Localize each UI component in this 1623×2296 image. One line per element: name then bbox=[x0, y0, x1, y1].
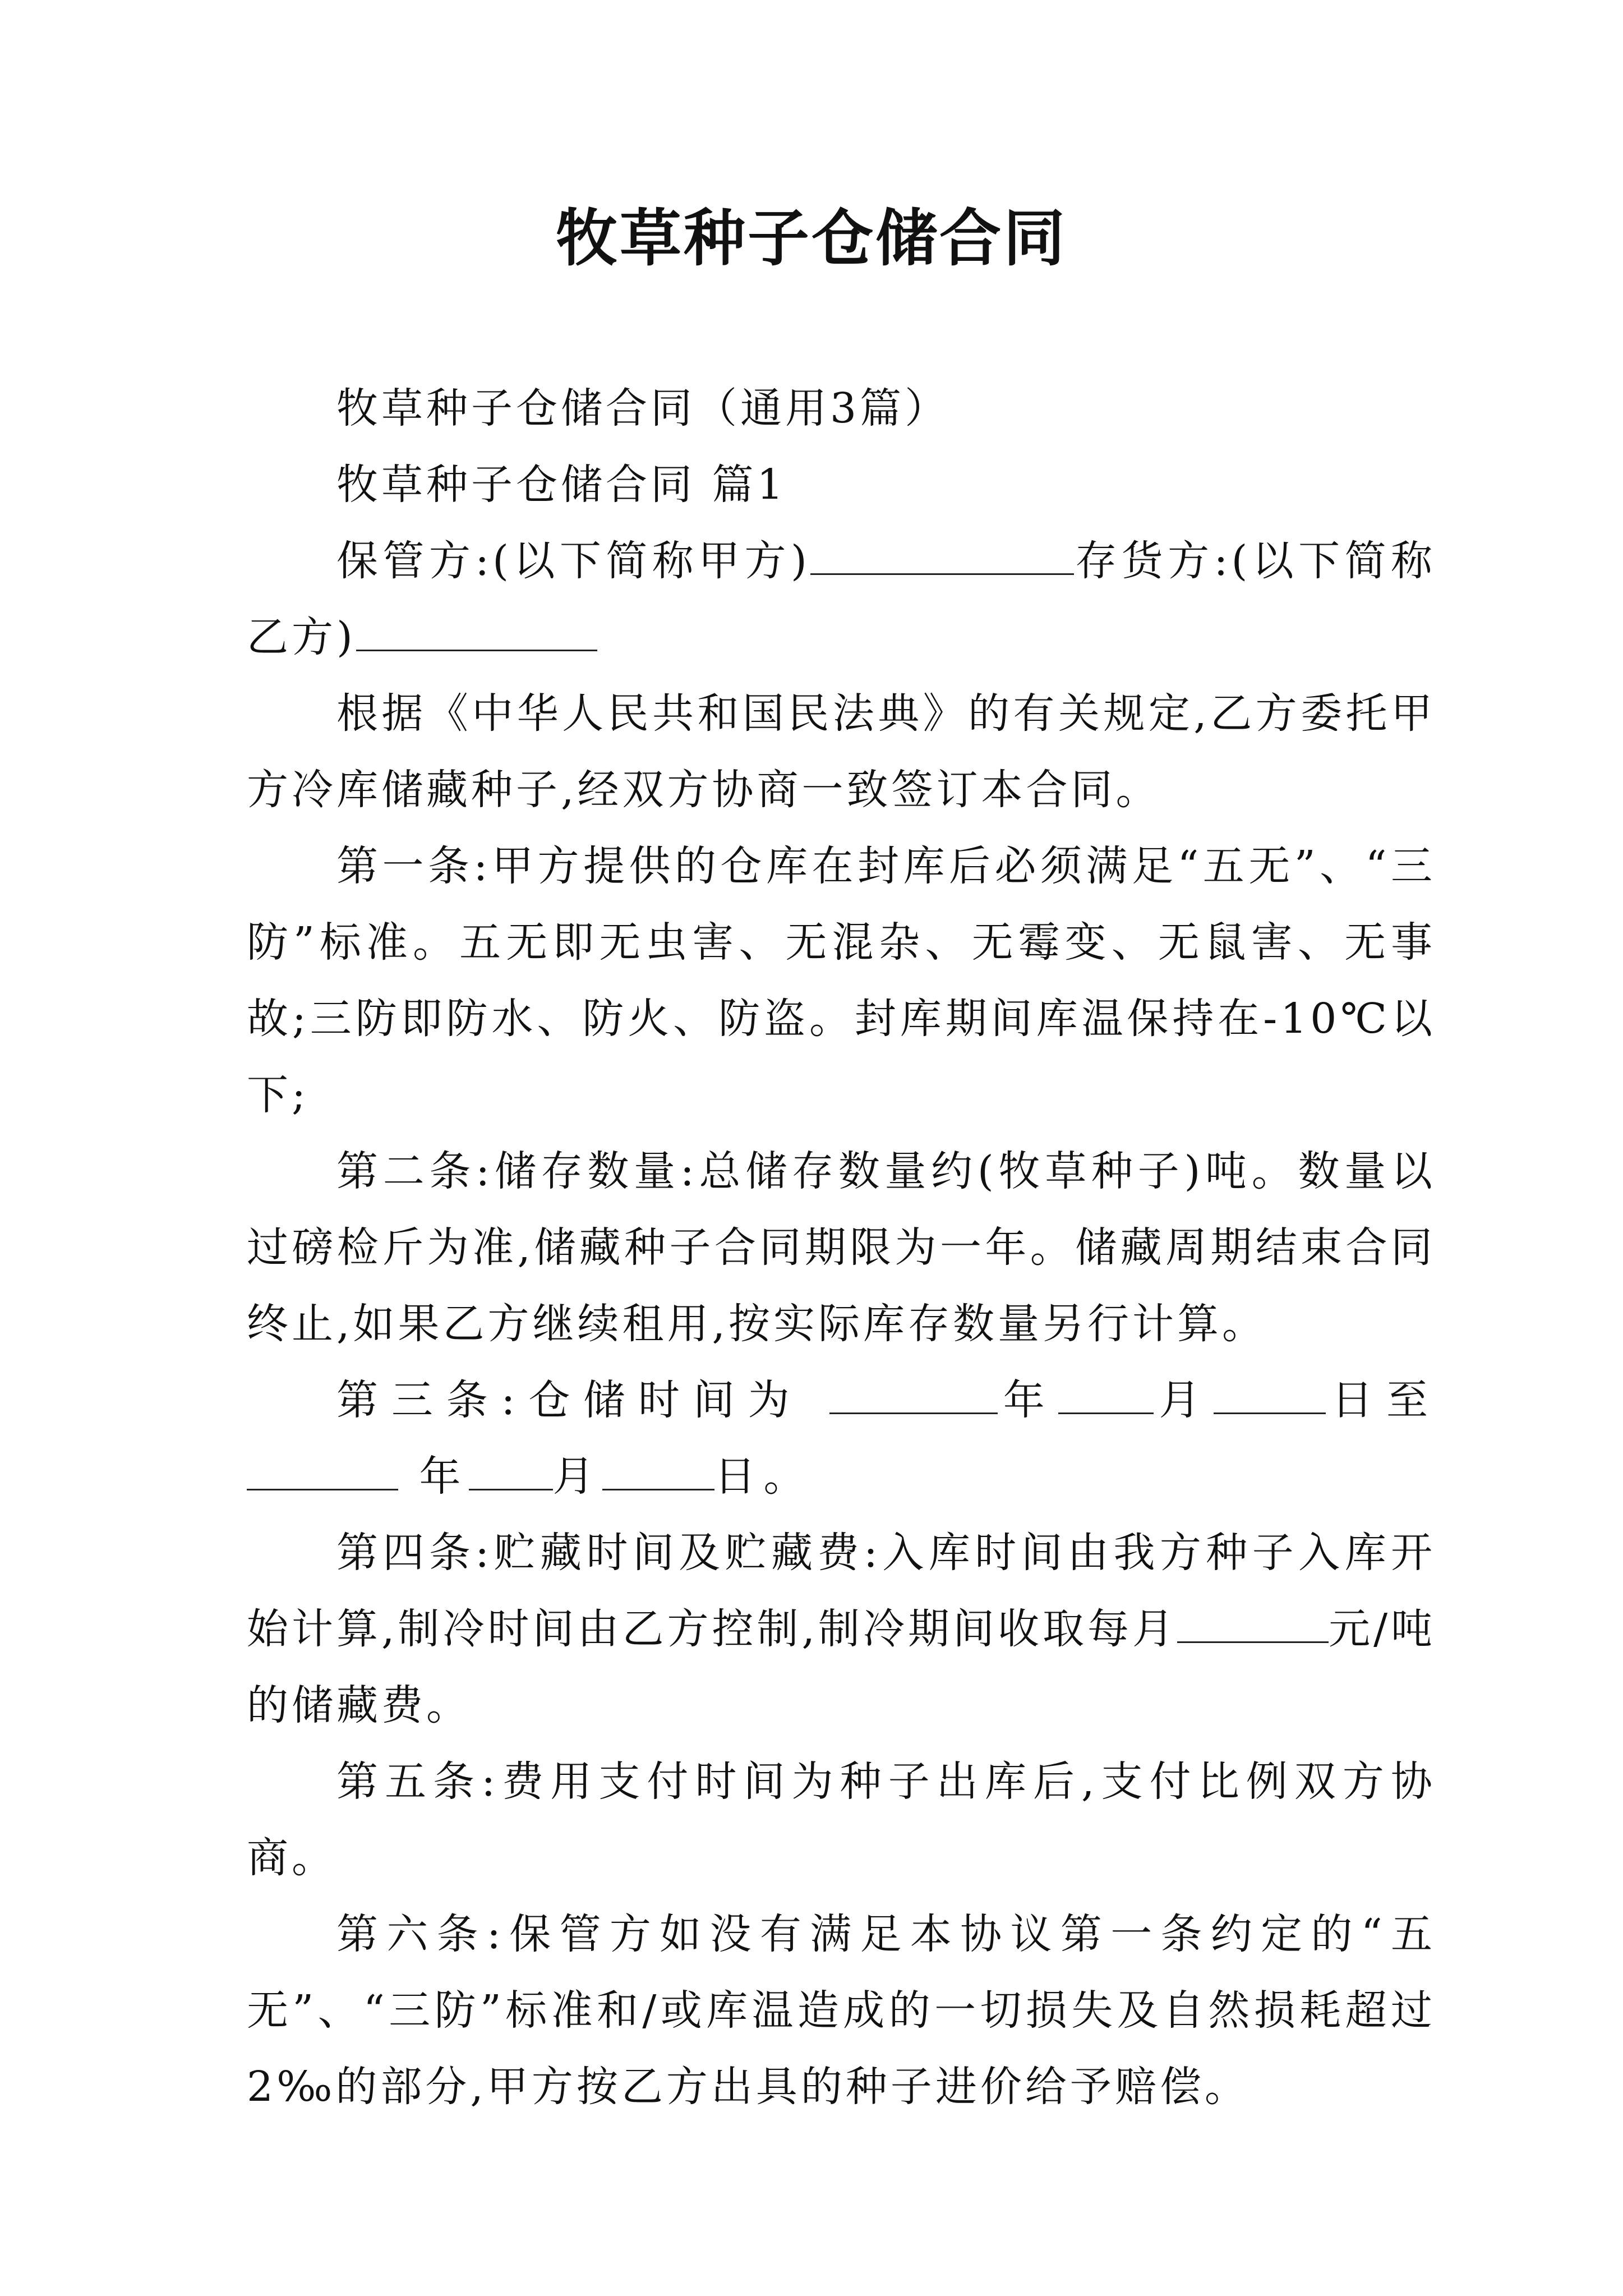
start-year-blank bbox=[829, 1373, 998, 1414]
start-month-unit: 月 bbox=[1153, 1376, 1214, 1424]
paragraph-article-5: 第五条:费用支付时间为种子出库后,支付比例双方协商。 bbox=[247, 1757, 1436, 1882]
party-custodian-label: 保管方:(以下简称甲方) bbox=[336, 537, 810, 585]
storage-fee-blank bbox=[1177, 1602, 1329, 1643]
paragraph-article-6: 第六条:保管方如没有满足本协议第一条约定的“五无”、“三防”标准和/或库温造成的一切损失及自然损耗超过2‰的部分,甲方按乙方出具的种子进价给予赔偿。 bbox=[247, 1910, 1436, 2111]
document-title: 牧草种子仓储合同 bbox=[556, 202, 1067, 274]
article-4-text: 第四条:贮藏时间及贮藏费:入库时间由我方种子入库开始计算,制冷时间由乙方控制,制冷期间收取每月 bbox=[247, 1529, 1436, 1653]
document-body bbox=[247, 370, 1436, 2125]
paragraph-article-1: 第一条:甲方提供的仓库在封库后必须满足“五无”、“三防”标准。五无即无虫害、无混杂、无霉变、无鼠害、无事故;三防即防水、防火、防盗。封库期间库温保持在-10℃以下; bbox=[247, 842, 1436, 1119]
depositor-name-blank bbox=[356, 610, 597, 651]
end-day-unit: 日。 bbox=[714, 1452, 813, 1501]
article-4-unit: 元/吨的储藏费。 bbox=[247, 1605, 1436, 1729]
paragraph-article-2: 第二条:储存数量:总储存数量约(牧草种子)吨。数量以过磅检斤为准,储藏种子合同期限为一年。储藏周期结束合同终止,如果乙方继续租用,按实际库存数量另行计算。 bbox=[247, 1147, 1436, 1348]
custodian-name-blank bbox=[810, 534, 1074, 575]
end-year-blank bbox=[247, 1450, 398, 1490]
end-month-blank bbox=[469, 1450, 553, 1490]
paragraph-section-heading: 牧草种子仓储合同 篇1 bbox=[336, 461, 787, 509]
paragraph-parties bbox=[247, 523, 1436, 675]
party-depositor-label: 存货方:(以下简称乙方) bbox=[247, 537, 1436, 661]
paragraph-subtitle: 牧草种子仓储合同（通用3篇） bbox=[336, 384, 950, 432]
paragraph-article-4 bbox=[247, 1515, 1436, 1743]
start-day-unit: 日至 bbox=[1326, 1376, 1436, 1424]
article-3-label: 第三条:仓储时间为 bbox=[336, 1376, 803, 1424]
paragraph-preamble: 根据《中华人民共和国民法典》的有关规定,乙方委托甲方冷库储藏种子,经双方协商一致签订本合同。 bbox=[247, 689, 1436, 814]
start-year-unit: 年 bbox=[997, 1376, 1058, 1424]
start-day-blank bbox=[1214, 1373, 1326, 1414]
paragraph-article-3 bbox=[247, 1362, 1436, 1515]
end-day-blank bbox=[602, 1450, 714, 1490]
start-month-blank bbox=[1058, 1373, 1154, 1414]
end-month-unit: 月 bbox=[552, 1452, 602, 1501]
end-year-unit: 年 bbox=[419, 1452, 469, 1501]
